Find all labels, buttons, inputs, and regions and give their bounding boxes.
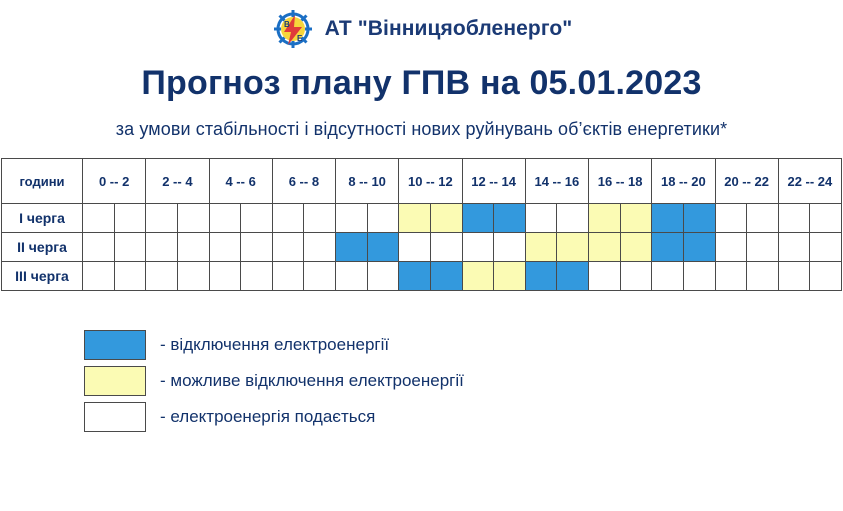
hour-header: 2 -- 4 (146, 159, 209, 204)
schedule-cell-off (272, 233, 304, 262)
schedule-cell-on (430, 262, 462, 291)
legend-swatch-possible-outage (84, 366, 146, 396)
schedule-cell-off (241, 204, 273, 233)
legend-row (84, 399, 843, 435)
schedule-cell-off (367, 262, 399, 291)
schedule-cell-on (652, 233, 684, 262)
table-row (2, 204, 842, 233)
schedule-cell-on (525, 262, 557, 291)
legend-label-possible-outage: - можливе відключення електроенергії (160, 371, 464, 390)
schedule-cell-off (114, 233, 146, 262)
schedule-cell-on (336, 233, 368, 262)
hour-header: 12 -- 14 (462, 159, 525, 204)
schedule-cell-off (177, 262, 209, 291)
legend-label-outage: - відключення електроенергії (160, 335, 390, 354)
schedule-cell-off (114, 204, 146, 233)
table-header-row (2, 159, 842, 204)
schedule-cell-off (810, 204, 842, 233)
schedule-cell-off (620, 262, 652, 291)
schedule-cell-off (747, 233, 779, 262)
schedule-cell-off (747, 204, 779, 233)
schedule-cell-maybe (589, 233, 621, 262)
schedule-table-wrapper (0, 158, 843, 291)
legend-swatch-power-on (84, 402, 146, 432)
hour-header: 14 -- 16 (525, 159, 588, 204)
schedule-cell-off (83, 262, 115, 291)
schedule-cell-maybe (462, 262, 494, 291)
schedule-cell-off (272, 262, 304, 291)
schedule-cell-on (494, 204, 526, 233)
schedule-cell-maybe (494, 262, 526, 291)
schedule-cell-off (525, 204, 557, 233)
page-subtitle: за умови стабільності і відсутності нових руйнувань об’єктів енергетики* (115, 119, 728, 139)
legend-swatch-outage (84, 330, 146, 360)
hour-header: 8 -- 10 (336, 159, 399, 204)
schedule-cell-off (146, 233, 178, 262)
hour-header: 16 -- 18 (589, 159, 652, 204)
schedule-cell-off (272, 204, 304, 233)
schedule-cell-off (810, 262, 842, 291)
schedule-cell-off (209, 204, 241, 233)
schedule-cell-on (462, 204, 494, 233)
schedule-cell-maybe (620, 204, 652, 233)
page-title: Прогноз плану ГПВ на 05.01.2023 (141, 64, 702, 102)
legend-row (84, 327, 843, 363)
queue-label: II черга (2, 233, 83, 262)
hour-header: 4 -- 6 (209, 159, 272, 204)
schedule-cell-off (304, 262, 336, 291)
table-body (2, 204, 842, 291)
schedule-cell-off (367, 204, 399, 233)
schedule-cell-on (683, 204, 715, 233)
schedule-cell-off (209, 262, 241, 291)
schedule-cell-off (778, 262, 810, 291)
schedule-cell-on (367, 233, 399, 262)
schedule-cell-on (399, 262, 431, 291)
schedule-cell-off (494, 233, 526, 262)
company-name: АТ "Вінницяобленерго" (324, 17, 573, 40)
schedule-cell-on (557, 262, 589, 291)
brand-row (0, 0, 843, 44)
hour-header: 6 -- 8 (272, 159, 335, 204)
svg-text:Е: Е (296, 34, 302, 43)
schedule-cell-off (83, 233, 115, 262)
table-corner-header: години (2, 159, 83, 204)
table-row (2, 233, 842, 262)
schedule-cell-off (83, 204, 115, 233)
schedule-cell-off (146, 204, 178, 233)
schedule-cell-maybe (589, 204, 621, 233)
hour-header: 22 -- 24 (778, 159, 841, 204)
schedule-cell-off (177, 204, 209, 233)
schedule-cell-off (399, 233, 431, 262)
schedule-cell-off (557, 204, 589, 233)
queue-label: III черга (2, 262, 83, 291)
hour-header: 18 -- 20 (652, 159, 715, 204)
schedule-cell-off (241, 233, 273, 262)
hour-header: 20 -- 22 (715, 159, 778, 204)
schedule-cell-off (810, 233, 842, 262)
schedule-cell-off (146, 262, 178, 291)
schedule-cell-off (715, 204, 747, 233)
schedule-cell-off (241, 262, 273, 291)
schedule-cell-off (589, 262, 621, 291)
schedule-cell-on (683, 233, 715, 262)
schedule-table (1, 158, 842, 291)
table-row (2, 262, 842, 291)
schedule-cell-off (715, 233, 747, 262)
schedule-cell-off (304, 204, 336, 233)
schedule-cell-maybe (525, 233, 557, 262)
schedule-cell-off (114, 262, 146, 291)
svg-text:В: В (283, 20, 290, 29)
schedule-cell-maybe (430, 204, 462, 233)
queue-label: I черга (2, 204, 83, 233)
schedule-cell-off (747, 262, 779, 291)
schedule-cell-off (715, 262, 747, 291)
schedule-cell-off (304, 233, 336, 262)
schedule-cell-maybe (620, 233, 652, 262)
hour-header: 10 -- 12 (399, 159, 462, 204)
schedule-cell-on (652, 204, 684, 233)
schedule-cell-off (683, 262, 715, 291)
hour-header: 0 -- 2 (83, 159, 146, 204)
legend (0, 327, 843, 435)
schedule-cell-maybe (399, 204, 431, 233)
legend-row (84, 363, 843, 399)
schedule-cell-off (652, 262, 684, 291)
schedule-cell-off (778, 233, 810, 262)
schedule-cell-off (209, 233, 241, 262)
schedule-cell-maybe (557, 233, 589, 262)
schedule-cell-off (778, 204, 810, 233)
schedule-cell-off (430, 233, 462, 262)
schedule-cell-off (336, 204, 368, 233)
schedule-cell-off (462, 233, 494, 262)
lightning-gear-logo-icon (271, 7, 315, 51)
legend-label-power-on: - електроенергія подається (160, 407, 376, 426)
schedule-cell-off (336, 262, 368, 291)
schedule-cell-off (177, 233, 209, 262)
